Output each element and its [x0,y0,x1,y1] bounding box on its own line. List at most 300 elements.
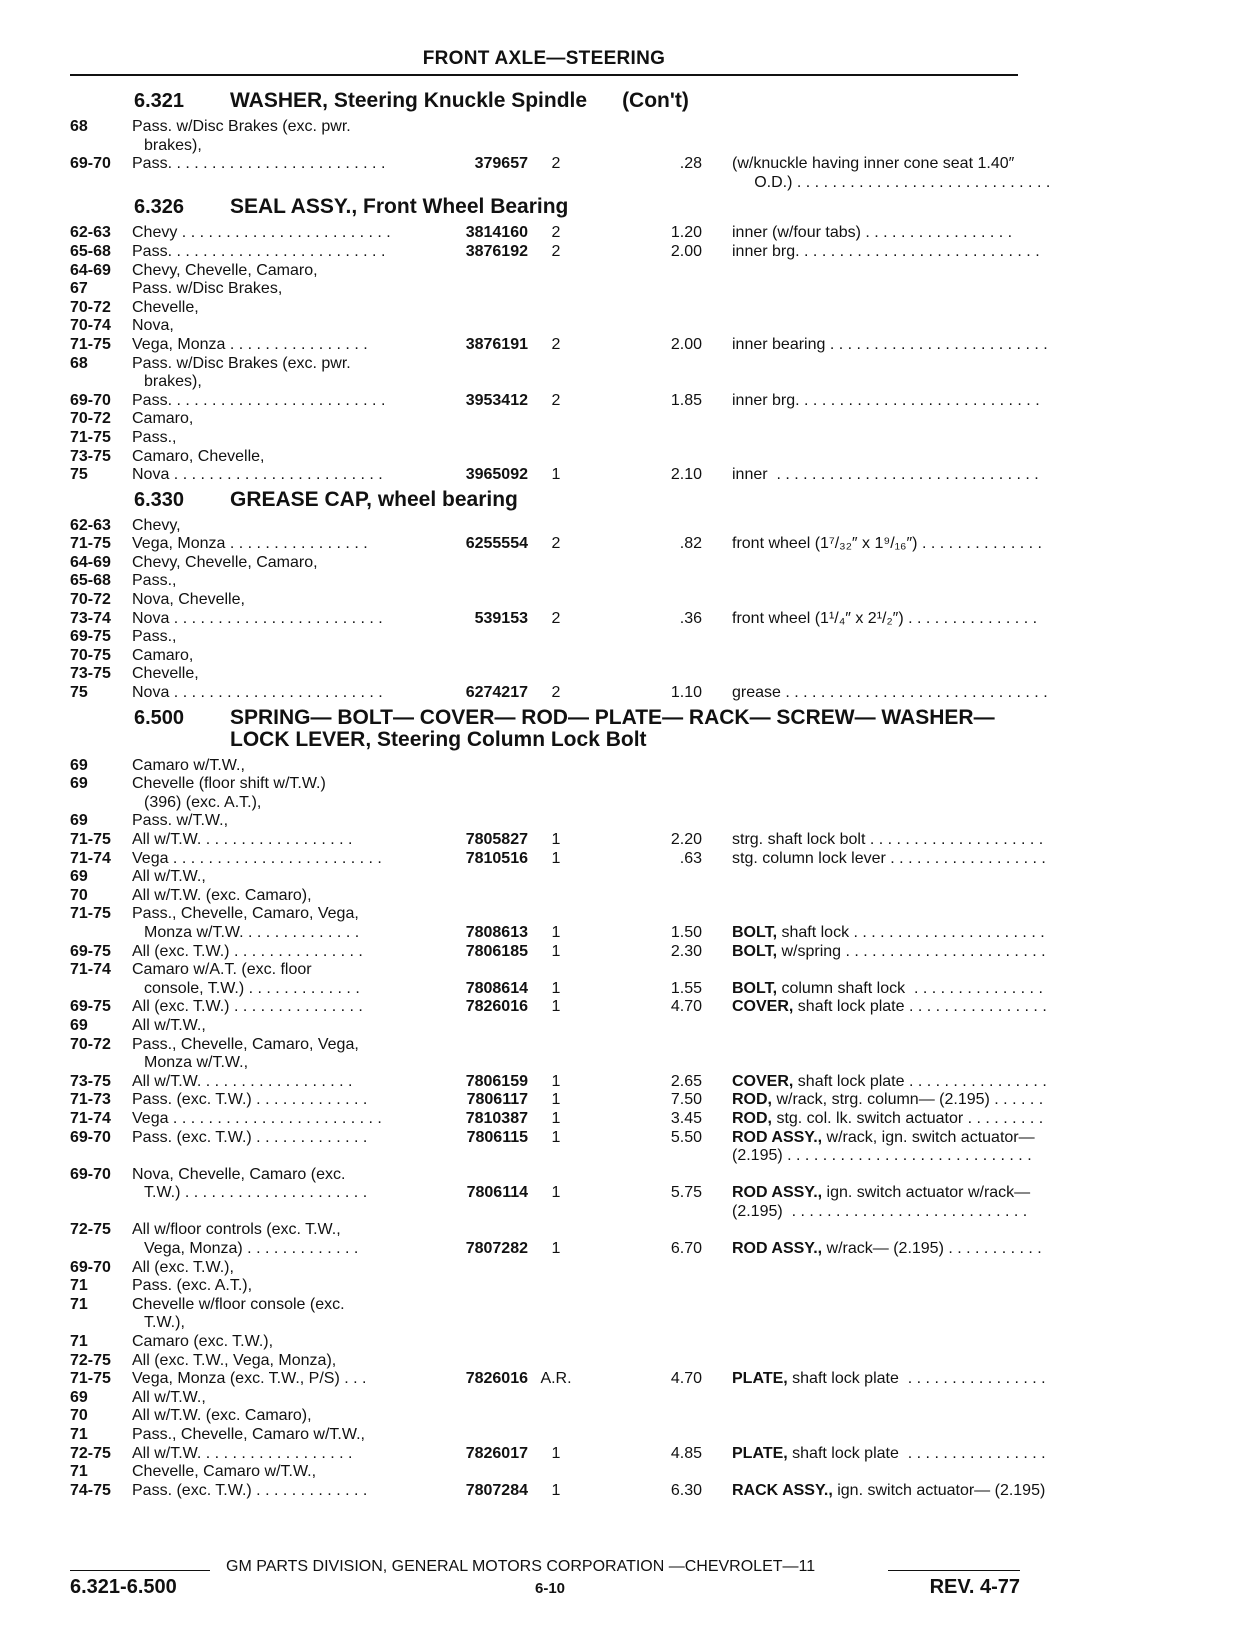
quantity: 2 [551,391,561,409]
application: Pass. w/Disc Brakes (exc. pwr. [132,118,351,135]
price: 5.50 [670,1128,702,1146]
part-number: 3876192 [465,242,528,260]
table-row [70,1203,1030,1222]
table-row [70,1481,1046,1501]
price: 4.70 [670,1370,702,1388]
model-year: 74-75 [70,1481,111,1499]
quantity: 1 [551,466,561,484]
model-year: 69-70 [70,1165,111,1183]
quantity: 1 [551,1128,561,1146]
price: 4.85 [670,1444,702,1462]
table-row [70,849,1046,869]
application: All w/T.W. (exc. Camaro), [132,886,312,904]
model-year: 73-75 [70,447,111,465]
price: 2.20 [670,831,702,848]
application: Chevy, [132,516,181,534]
model-year: 70-75 [70,646,111,664]
section-number: 6.500 [134,706,185,729]
quantity: 1 [551,1444,561,1462]
description [732,224,1094,243]
description-text: shaft lock plate . . . . . . . . . . . . . . . . [793,998,1047,1016]
table-row [70,1054,1030,1073]
application: Vega, Monza (exc. T.W., P/S) . . . [132,1370,367,1388]
table-row [70,572,1030,591]
application: Camaro w/T.W., [132,756,245,774]
quantity: 1 [551,1184,561,1202]
model-year: 65-68 [70,572,111,590]
application: Pass., Chevelle, Camaro, Vega, [132,1035,359,1053]
application: Chevelle, [132,665,199,683]
part-number: 7810516 [465,849,528,867]
description-text: ign. switch actuator w/rack— [822,1184,1031,1202]
part-number: 6274217 [465,684,528,702]
part-number: 3965092 [465,466,528,484]
footer-page-number: 6-10 [534,1580,566,1597]
quantity: 1 [551,1091,561,1109]
application: Chevy . . . . . . . . . . . . . . . . . . . . . . . . [132,224,391,242]
table-row [70,118,1030,137]
price: 6.70 [670,1240,702,1258]
model-year: 70-72 [70,591,111,609]
table-row [70,335,1048,355]
description [732,1147,1094,1166]
application: All w/T.W. . . . . . . . . . . . . . . . . . [132,1444,353,1462]
application: Pass. w/Disc Brakes, [132,280,283,298]
application: Pass., [132,572,177,590]
footer-revision: REV. 4-77 [929,1576,1020,1598]
application: All w/T.W., [132,1388,206,1406]
description-text: w/rack— (2.195) . . . . . . . . . . . [822,1240,1042,1258]
application: Nova, Chevelle, [132,591,245,609]
price: 1.50 [670,923,702,941]
table-row [70,262,1030,281]
table-row [70,1072,1047,1092]
footer-rule-left [70,1570,210,1571]
table-row [70,794,1030,813]
application: Chevy, Chevelle, Camaro, [132,553,318,571]
table-row [70,923,1045,943]
part-number: 379657 [474,155,528,173]
model-year: 69-75 [70,942,111,960]
description [732,174,1094,193]
table-row [70,868,1030,887]
table-row [70,1091,1044,1110]
table-row [70,355,1030,374]
quantity: 1 [551,1109,561,1127]
section-header [134,707,1030,751]
part-number: 539153 [474,609,528,627]
table-row [70,1259,1030,1278]
model-year: 69-70 [70,155,111,173]
model-year: 71-75 [70,831,111,848]
table-row [70,1407,1030,1426]
model-year: 70-74 [70,317,111,335]
model-year: 69 [70,1016,88,1034]
price: 1.10 [670,684,702,702]
description-part-name: BOLT, [732,942,778,960]
application: Pass. w/T.W., [132,812,229,830]
model-year: 71 [70,1277,88,1295]
table-row [70,1147,1030,1166]
table-row [70,1352,1030,1371]
model-year: 70-72 [70,410,111,428]
description-part-name: ROD, [732,1109,772,1127]
model-year: 71-75 [70,1370,111,1388]
model-year: 64-69 [70,261,111,279]
application: Pass. w/Disc Brakes (exc. pwr. [132,354,351,372]
part-number: 7807284 [465,1481,528,1499]
quantity: 1 [551,942,561,960]
description-part-name: BOLT, [732,979,778,997]
price: 6.30 [670,1481,702,1499]
table-row [70,373,1030,392]
model-year: 70-72 [70,298,111,316]
description-text: strg. shaft lock bolt . . . . . . . . . . . . . . . . . . . . [732,831,1044,848]
description [732,610,1094,629]
model-year: 71-74 [70,1109,111,1127]
table-row [70,1017,1030,1036]
quantity: 1 [551,923,561,941]
price: 2.30 [670,942,702,960]
quantity: 1 [551,849,561,867]
table-row [70,410,1030,429]
section-number: 6.326 [134,196,185,219]
model-year: 69-75 [70,998,111,1016]
part-number: 7826016 [465,1370,528,1388]
table-row [70,961,1030,980]
application: Pass. (exc. A.T.), [132,1277,253,1295]
model-year: 64-69 [70,553,111,571]
description-text: ign. switch actuator— (2.195) [832,1481,1046,1499]
description-text: grease . . . . . . . . . . . . . . . . . . . . . . . . . . . . . . [732,684,1048,702]
table-row [70,998,1047,1017]
description [732,684,1094,703]
quantity: 2 [551,535,561,553]
description-text: (w/knuckle having inner cone seat 1.40″ [732,155,1015,173]
price: 5.75 [670,1184,702,1202]
table-row [70,242,1040,262]
description-text: inner (w/four tabs) . . . . . . . . . . . . . . . . . [732,224,1013,242]
page-title: FRONT AXLE—STEERING [422,48,666,69]
section-header [134,196,1030,218]
table-row [70,429,1030,448]
description-part-name: ROD ASSY., [732,1128,823,1146]
model-year: 69 [70,812,88,830]
description [732,1110,1094,1129]
table-row [70,1128,1035,1148]
price: 7.50 [670,1091,702,1109]
price: 2.10 [670,466,702,484]
description-part-name: COVER, [732,998,794,1016]
model-year: 69-70 [70,391,111,409]
model-year: 69 [70,1388,88,1406]
model-year: 69 [70,868,88,886]
table-row [70,1184,1030,1203]
description-text: column shaft lock . . . . . . . . . . . . . . . [777,979,1043,997]
price: 1.85 [670,391,702,409]
table-row [70,1240,1042,1259]
description [732,392,1094,411]
description-text: (2.195) . . . . . . . . . . . . . . . . . . . . . . . . . . . . [732,1147,1032,1165]
application: Nova . . . . . . . . . . . . . . . . . . . . . . . . [132,609,383,627]
application: All (exc. T.W.) . . . . . . . . . . . . . . . [132,998,363,1016]
description [732,1184,1094,1203]
application: Camaro (exc. T.W.), [132,1333,274,1351]
description [732,943,1094,962]
model-year: 69-75 [70,628,111,646]
application: Chevy, Chevelle, Camaro, [132,261,318,279]
application: Vega, Monza) . . . . . . . . . . . . . [144,1240,359,1258]
description [732,998,1094,1017]
application: Vega . . . . . . . . . . . . . . . . . . . . . . . . [132,849,382,867]
application: Pass., Chevelle, Camaro, Vega, [132,905,359,923]
price: 4.70 [670,998,702,1016]
description-text: inner brg. . . . . . . . . . . . . . . . . . . . . . . . . . . . [732,242,1040,260]
description [732,243,1094,262]
part-number: 7826017 [465,1444,528,1462]
part-number: 3876191 [465,335,528,353]
model-year: 62-63 [70,224,111,242]
table-row [70,317,1030,336]
application: Pass. (exc. T.W.) . . . . . . . . . . . . . [132,1091,368,1109]
model-year: 69 [70,756,88,774]
model-year: 68 [70,354,88,372]
description-text: stg. column lock lever . . . . . . . . . . . . . . . . . . [732,849,1046,867]
description-text: (2.195) . . . . . . . . . . . . . . . . . . . . . . . . . . . [732,1202,1028,1220]
table-row [70,224,1030,243]
application: Camaro, [132,646,194,664]
table-row [70,1463,1030,1482]
description-text: front wheel (1¹/₄″ x 2¹/₂″) . . . . . . . . . . . . . . . [732,609,1038,627]
application: Vega . . . . . . . . . . . . . . . . . . . . . . . . [132,1109,382,1127]
part-number: 7826016 [465,998,528,1016]
table-row [70,775,1030,794]
part-number: 3953412 [465,391,528,409]
table-row [70,299,1030,318]
table-row [70,391,1040,411]
part-number: 7808613 [465,923,528,941]
description-text: O.D.) . . . . . . . . . . . . . . . . . . . . . . . . . . . . . [732,173,1051,191]
model-year: 71-74 [70,849,111,867]
model-year: 72-75 [70,1444,111,1462]
part-number: 7806185 [465,942,528,960]
description-part-name: ROD ASSY., [732,1184,823,1202]
table-row [70,757,1030,776]
quantity: 1 [551,1072,561,1090]
application: brakes), [144,373,202,391]
description-text: shaft lock plate . . . . . . . . . . . . . . . . [787,1370,1046,1388]
quantity: 1 [551,831,561,848]
model-year: 73-75 [70,665,111,683]
part-number: 7806115 [466,1128,528,1146]
model-year: 72-75 [70,1221,111,1239]
application: console, T.W.) . . . . . . . . . . . . . [144,979,360,997]
section-header [134,90,1030,112]
application: All w/floor controls (exc. T.W., [132,1221,341,1239]
table-row [70,554,1030,573]
footer-publisher: GM PARTS DIVISION, GENERAL MOTORS CORPORATION —CHEVROLET—11 [226,1558,816,1575]
model-year: 73-74 [70,609,111,627]
price: 1.20 [670,224,702,242]
application: brakes), [144,136,202,154]
price: 2.65 [670,1072,702,1090]
quantity: 2 [551,155,561,173]
application: Chevelle (floor shift w/T.W.) [132,775,326,793]
model-year: 71-75 [70,905,111,923]
section-title: SPRING— BOLT— COVER— ROD— PLATE— RACK— SCREW— WASHER— LOCK LEVER, Steering Column Lock Bolt [230,705,1001,751]
section-number: 6.321 [134,90,185,112]
quantity: 1 [551,998,561,1016]
description-text: inner brg. . . . . . . . . . . . . . . . . . . . . . . . . . . . [732,391,1040,409]
footer-section-range: 6.321-6.500 [70,1576,177,1598]
application: Vega, Monza . . . . . . . . . . . . . . . . [132,335,368,353]
model-year: 70 [70,1407,88,1425]
table-row [70,1426,1030,1445]
description-part-name: COVER, [732,1072,794,1090]
model-year: 75 [70,466,88,484]
table-row [70,280,1030,299]
model-year: 71-74 [70,961,111,979]
table-row [70,1314,1030,1333]
table-row [70,591,1030,610]
application: Pass., [132,428,177,446]
application: Monza w/T.W., [144,1054,249,1072]
model-year: 71 [70,1426,88,1443]
table-row [70,1296,1030,1315]
model-year: 69-70 [70,1258,111,1276]
description-text: w/rack, ign. switch actuator— [822,1128,1035,1146]
section-title: SEAL ASSY., Front Wheel Bearing [230,195,569,219]
table-row [70,1277,1030,1296]
model-year: 69-70 [70,1128,111,1146]
description-part-name: BOLT, [732,923,778,941]
price: .28 [679,155,702,173]
application: All (exc. T.W.) . . . . . . . . . . . . . . . [132,942,363,960]
description-text: w/spring . . . . . . . . . . . . . . . . . . . . . . . [777,942,1046,960]
application: All w/T.W., [132,1016,206,1034]
description-text: shaft lock plate . . . . . . . . . . . . . . . . [793,1072,1047,1090]
description-part-name: RACK ASSY., [732,1481,833,1499]
model-year: 70-72 [70,1035,111,1053]
model-year: 75 [70,684,88,702]
quantity: 1 [551,1240,561,1258]
description-text: shaft lock . . . . . . . . . . . . . . . . . . . . . . [777,923,1045,941]
section-number: 6.330 [134,488,185,511]
description-part-name: ROD, [732,1091,772,1109]
table-row [70,942,1046,962]
application: All (exc. T.W.), [132,1258,234,1276]
table-row [70,517,1030,536]
price: 3.45 [670,1109,702,1127]
table-row [70,1370,1046,1389]
description [732,831,1094,850]
price: .82 [679,535,702,553]
application: Pass. . . . . . . . . . . . . . . . . . . . . . . . . [132,391,386,409]
quantity: 1 [551,1481,561,1499]
description-text: shaft lock plate . . . . . . . . . . . . . . . . [787,1444,1046,1462]
application: Nova . . . . . . . . . . . . . . . . . . . . . . . . [132,684,383,702]
application: Pass. (exc. T.W.) . . . . . . . . . . . . . [132,1128,368,1146]
application: Vega, Monza . . . . . . . . . . . . . . . . [132,535,368,553]
application: Camaro w/A.T. (exc. floor [132,961,312,979]
table-row [70,1109,1044,1129]
model-year: 71-73 [70,1091,111,1109]
application: Pass. (exc. T.W.) . . . . . . . . . . . . . [132,1481,368,1499]
header-rule [70,74,1018,76]
part-number: 7806117 [466,1091,528,1109]
price: 2.00 [670,335,702,353]
quantity: 2 [551,609,561,627]
application: All w/T.W. (exc. Camaro), [132,1407,312,1425]
description-text: front wheel (1⁷/₃₂″ x 1⁹/₁₆″) . . . . . . . . . . . . . . [732,535,1042,553]
application: Pass., Chevelle, Camaro w/T.W., [132,1426,365,1443]
description [732,1091,1094,1110]
table-row [70,1036,1030,1055]
table-row [70,812,1030,831]
price: .63 [679,849,702,867]
application: Chevelle, [132,298,199,316]
application: All w/T.W. . . . . . . . . . . . . . . . . . [132,1072,353,1090]
table-row [70,628,1030,647]
table-row [70,137,1030,156]
application: (396) (exc. A.T.), [144,793,262,811]
section-title: GREASE CAP, wheel bearing [230,487,518,511]
model-year: 68 [70,118,88,135]
quantity: 2 [551,684,561,702]
table-row [70,979,1043,999]
table-row [70,1389,1030,1408]
part-number: 7806159 [465,1072,528,1090]
application: Nova, Chevelle, Camaro (exc. [132,1165,346,1183]
section-header [134,489,1030,511]
price: .36 [679,609,702,627]
model-year: 71 [70,1295,88,1313]
description [732,466,1094,485]
table-row [70,466,1039,485]
part-number: 7810387 [465,1109,528,1127]
application: Pass. . . . . . . . . . . . . . . . . . . . . . . . . [132,155,386,173]
description [732,535,1094,554]
application: All w/T.W. . . . . . . . . . . . . . . . . . [132,831,353,848]
description [732,924,1094,943]
application: Chevelle w/floor console (exc. [132,1295,345,1313]
model-year: 73-75 [70,1072,111,1090]
table-row [70,831,1044,850]
quantity: 2 [551,224,561,242]
description [732,980,1094,999]
table-row [70,609,1038,629]
table-row [70,1221,1030,1240]
part-number: 7808614 [465,979,528,997]
application: Pass., [132,628,177,646]
description-text: stg. col. lk. switch actuator . . . . . . . . . [772,1109,1044,1127]
part-number: 3814160 [465,224,528,242]
application: T.W.) . . . . . . . . . . . . . . . . . . . . . [144,1184,368,1202]
model-year: 62-63 [70,516,111,534]
model-year: 70 [70,886,88,904]
quantity: 2 [551,242,561,260]
application: Nova, [132,317,174,335]
description [732,1073,1094,1092]
application: T.W.), [144,1314,185,1332]
part-number: 7805827 [465,831,528,848]
table-row [70,448,1030,467]
description [732,155,1094,174]
table-row [70,684,1048,703]
description [732,850,1094,869]
application: Chevelle, Camaro w/T.W., [132,1463,317,1481]
description [732,1482,1094,1501]
